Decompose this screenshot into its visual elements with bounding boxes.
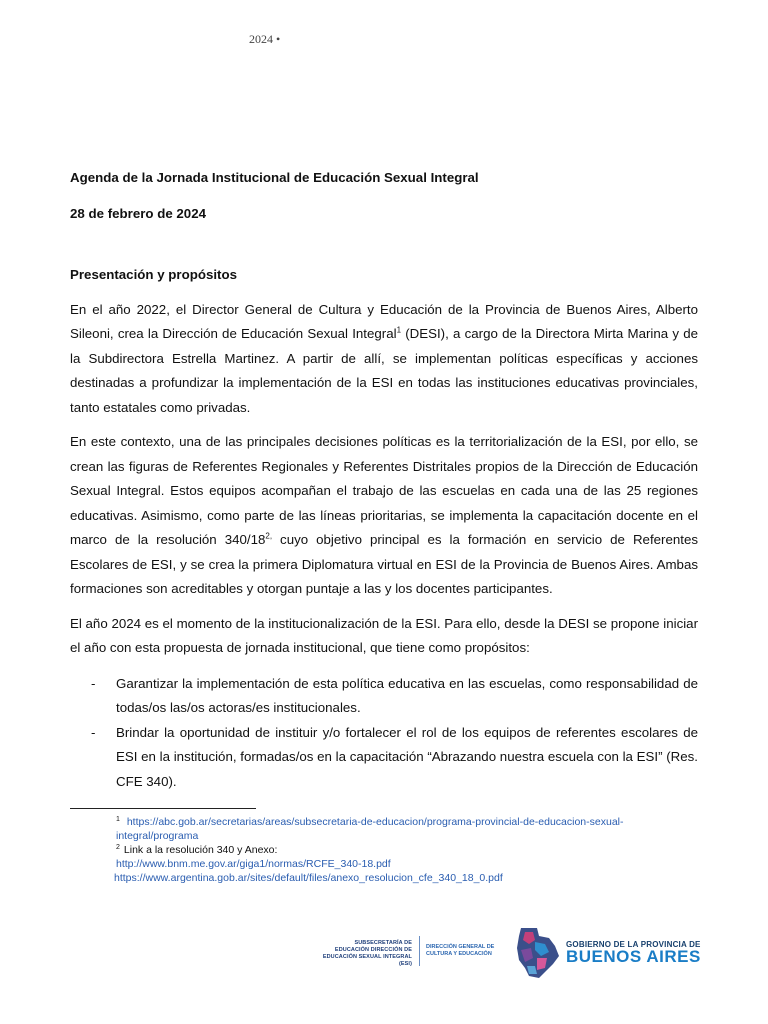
section-heading: Presentación y propósitos bbox=[70, 267, 237, 282]
list-dash: - bbox=[91, 675, 96, 691]
direccion-general-logo-text: DIRECCIÓN GENERAL DE CULTURA Y EDUCACIÓN bbox=[426, 944, 495, 957]
footnote-2-link-1[interactable]: http://www.bnm.me.gov.ar/giga1/normas/RCFE_340-18.pdf bbox=[116, 858, 391, 870]
footnote-2-mark: 2 bbox=[116, 843, 120, 851]
page-header-year: 2024 • bbox=[249, 32, 281, 46]
footnotes bbox=[116, 815, 676, 885]
document-body bbox=[70, 166, 698, 794]
footnote-2-link-1-wrap bbox=[116, 857, 676, 871]
paragraph-context-text-cont: cuyo objetivo principal es la formación en servicio de Referentes Escolares de ESI, y se crea la primera Diplomatura virtual en ESI de la Provincia de Buenos Aires. Ambas formaciones son acreditables y otorgan puntaje a las y los docentes participantes. bbox=[70, 532, 698, 596]
subsecretaria-logo-text: SUBSECRETARÍA DE EDUCACIÓN DIRECCIÓN DE EDUCACIÓN SEXUAL INTEGRAL (ESI) bbox=[322, 940, 412, 967]
footer-logos bbox=[320, 924, 701, 982]
paragraph-purposes-intro: El año 2024 es el momento de la institucionalización de la ESI. Para ello, desde la DESI se propone iniciar el año con esta propuesta de jornada institucional, que tiene como propósitos: bbox=[70, 615, 698, 655]
footnote-ref-1[interactable]: 1 bbox=[396, 325, 402, 335]
footnote-1-mark: 1 bbox=[116, 815, 120, 823]
footnote-2-link-2-wrap bbox=[114, 871, 676, 885]
footnote-separator bbox=[70, 808, 256, 809]
paragraph-context-text: En este contexto, una de las principales decisiones políticas es la territorialización de la ESI, por ello, se crean las figuras de Referentes Regionales y Referentes Distritales propios de la Dirección de Educación Sexual Integral. Estos equipos acompañan el trabajo de las escuelas en cada una de las 25 regiones educativas. Asimismo, como parte de las líneas prioritarias, se implementa la capacitación docente en el marco de la resolución 340/18 bbox=[70, 434, 698, 547]
paragraph-intro bbox=[70, 298, 698, 421]
footnote-2-text: Link a la resolución 340 y Anexo: bbox=[123, 844, 278, 856]
list-item bbox=[70, 721, 698, 795]
list-item-text: Garantizar la implementación de esta política educativa en las escuelas, como responsabilidad de todas/os las/os actoras/es institucionales. bbox=[116, 675, 698, 715]
footnote-ref-2[interactable]: 2, bbox=[265, 531, 273, 541]
list-item-text: Brindar la oportunidad de instituir y/o fortalecer el rol de los equipos de referentes escolares de ESI en la institución, formadas/os en la capacitación “Abrazando nuestra escuela con la ESI” (Res. CFE 340). bbox=[116, 724, 698, 789]
logo-divider bbox=[419, 936, 420, 966]
list-item bbox=[70, 672, 698, 721]
purposes-list bbox=[70, 672, 698, 795]
gobierno-logo-text: GOBIERNO DE LA PROVINCIA DE bbox=[566, 940, 701, 949]
footnote-1 bbox=[116, 815, 676, 843]
footnote-2-link-2[interactable]: https://www.argentina.gob.ar/sites/default/files/anexo_resolucion_cfe_340_18_0.pdf bbox=[114, 872, 503, 884]
footnote-2 bbox=[116, 843, 676, 857]
footnote-1-link[interactable]: https://abc.gob.ar/secretarias/areas/subsecretaria-de-educacion/programa-provincial-de-educacion-sexual-integral/programa bbox=[116, 816, 624, 842]
province-map-icon bbox=[515, 926, 561, 980]
paragraph-intro-text-cont: (DESI), a cargo de la Directora Mirta Marina y de la Subdirectora Estrella Martinez. A partir de allí, se implementan políticas específicas y acciones destinadas a profundizar la implementación de la ESI en todas las instituciones educativas provinciales, tanto estatales como privadas. bbox=[70, 326, 698, 415]
document-date: 28 de febrero de 2024 bbox=[70, 205, 206, 221]
paragraph-intro-text: En el año 2022, el Director General de Cultura y Educación de la Provincia de Buenos Aires, Alberto Sileoni, crea la Dirección de Educación Sexual Integral bbox=[70, 301, 698, 341]
paragraph-context bbox=[70, 430, 698, 602]
document-title: Agenda de la Jornada Institucional de Educación Sexual Integral bbox=[70, 170, 479, 185]
buenos-aires-logo-text: BUENOS AIRES bbox=[566, 947, 701, 966]
list-dash: - bbox=[91, 724, 96, 740]
